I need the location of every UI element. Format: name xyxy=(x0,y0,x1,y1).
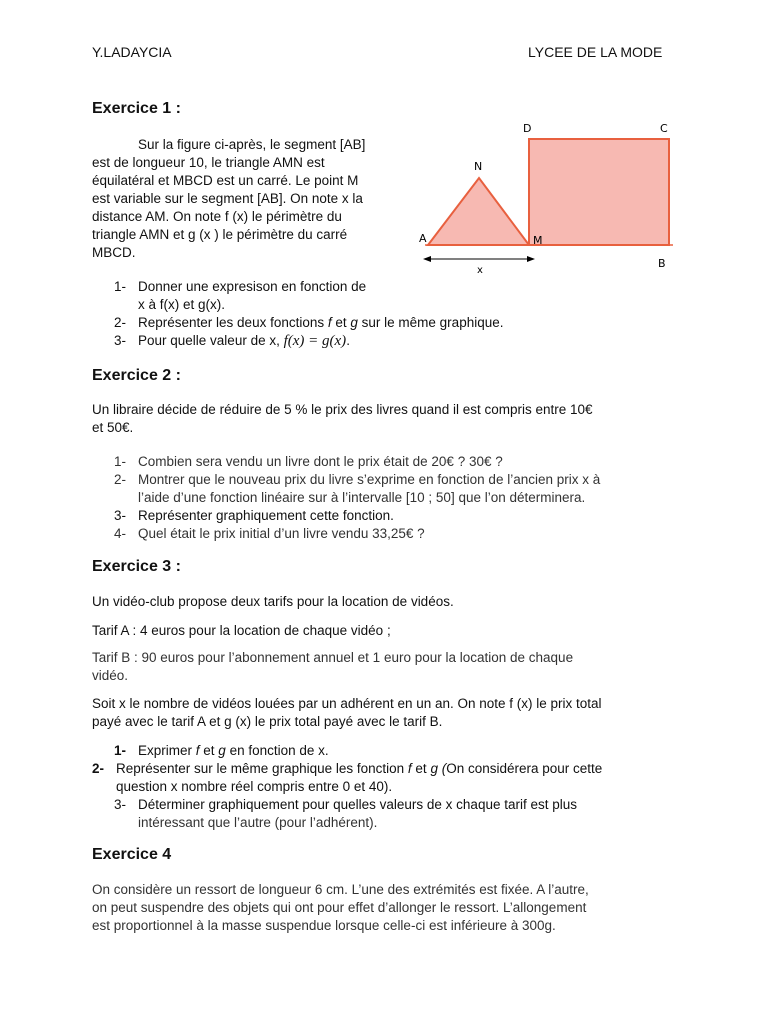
header-school: LYCEE DE LA MODE xyxy=(528,44,663,60)
item-number: 1- xyxy=(114,279,127,294)
list-item xyxy=(114,742,674,760)
label-a: A xyxy=(419,232,427,245)
exercise-4-title: Exercice 4 xyxy=(92,846,172,863)
text-line: Un libraire décide de réduire de 5 % le prix des livres quand il est compris entre 10€ xyxy=(92,402,593,417)
text-line: payé avec le tarif A et g (x) le prix total payé avec le tarif B. xyxy=(92,714,443,729)
item-text: On considérera pour cette xyxy=(446,761,603,776)
text-line: on peut suspendre des objets qui ont pour effet d’allonger le ressort. L’allongement xyxy=(92,900,587,915)
item-line: Combien sera vendu un livre dont le prix était de 20€ ? 30€ ? xyxy=(138,454,503,469)
text-line: et 50€. xyxy=(92,420,134,435)
item-line: Déterminer graphiquement pour quelles valeurs de x chaque tarif est plus xyxy=(138,797,577,812)
text-line: distance AM. On note f (x) le périmètre du xyxy=(92,209,342,224)
item-number: 4- xyxy=(114,526,127,541)
label-n: N xyxy=(474,160,483,173)
list-item xyxy=(92,760,692,796)
exercise-3-p1: Un vidéo-club propose deux tarifs pour la location de vidéos. xyxy=(92,594,454,609)
function-f: f xyxy=(327,315,332,330)
item-number: 1- xyxy=(114,454,127,469)
item-text: Représenter sur le même graphique les fonction xyxy=(116,761,408,776)
item-text: et xyxy=(199,743,219,758)
item-text: en fonction de x. xyxy=(225,743,329,758)
item-line: question x nombre réel compris entre 0 et 40). xyxy=(116,779,393,794)
label-m: M xyxy=(533,234,543,247)
list-item xyxy=(114,471,694,507)
label-x: x xyxy=(477,265,483,276)
item-text: sur le même graphique. xyxy=(357,315,504,330)
item-number: 2- xyxy=(114,472,127,487)
text-line: est proportionnel à la masse suspendue lorsque celle-ci est inférieure à 300g. xyxy=(92,918,556,933)
function-g: g xyxy=(218,743,226,758)
text-line: équilatéral et MBCD est un carré. Le point M xyxy=(92,173,359,188)
square-mbcd xyxy=(529,139,669,245)
item-number: 3- xyxy=(114,508,127,523)
arrow-head-right xyxy=(527,256,535,262)
item-number: 2- xyxy=(92,761,105,776)
list-item xyxy=(114,525,694,543)
list-item xyxy=(114,507,694,525)
list-item xyxy=(114,332,594,350)
label-c: C xyxy=(660,122,668,135)
text-line: On considère un ressort de longueur 6 cm. L’une des extrémités est fixée. A l’autre, xyxy=(92,882,589,897)
label-d: D xyxy=(523,122,532,135)
exercise-3-p3 xyxy=(92,649,712,685)
item-line: intéressant que l’autre (pour l’adhérent). xyxy=(138,815,378,830)
item-number: 2- xyxy=(114,315,127,330)
text-line: triangle AMN et g (x ) le périmètre du carré xyxy=(92,227,348,242)
item-text: et xyxy=(331,315,351,330)
exercise-2-text xyxy=(92,401,692,437)
text-line: est variable sur le segment [AB]. On note x la xyxy=(92,191,363,206)
label-b: B xyxy=(658,257,666,270)
item-text: Exprimer xyxy=(138,743,196,758)
text-line: MBCD. xyxy=(92,245,136,260)
item-number: 3- xyxy=(114,333,127,348)
function-g: g ( xyxy=(430,761,447,776)
text-line: Soit x le nombre de vidéos louées par un adhérent en un an. On note f (x) le prix total xyxy=(92,696,602,711)
exercise-3-p2: Tarif A : 4 euros pour la location de chaque vidéo ; xyxy=(92,623,391,638)
text-line: vidéo. xyxy=(92,668,129,683)
exercise-3-title: Exercice 3 : xyxy=(92,558,181,575)
item-line: l’aide d’une fonction linéaire sur à l’intervalle [10 ; 50] que l’on déterminera. xyxy=(138,490,586,505)
text-line: Sur la figure ci-après, le segment [AB] xyxy=(138,137,366,152)
item-number: 1- xyxy=(114,743,127,758)
exercise-2-title: Exercice 2 : xyxy=(92,367,181,384)
header-author: Y.LADAYCIA xyxy=(92,44,172,60)
list-item xyxy=(114,278,414,314)
item-number: 3- xyxy=(114,797,127,812)
exercise-1-text xyxy=(92,136,412,262)
triangle-amn xyxy=(428,178,529,245)
function-f: f xyxy=(195,743,200,758)
item-line: Représenter graphiquement cette fonction. xyxy=(138,508,394,523)
item-text: et xyxy=(411,761,431,776)
geometry-figure xyxy=(415,118,685,278)
text-line: Tarif B : 90 euros pour l’abonnement annuel et 1 euro pour la location de chaque xyxy=(92,650,574,665)
arrow-head-left xyxy=(423,256,431,262)
function-f: f xyxy=(407,761,412,776)
text-line: est de longueur 10, le triangle AMN est xyxy=(92,155,325,170)
item-line: Quel était le prix initial d’un livre vendu 33,25€ ? xyxy=(138,526,425,541)
equation: f(x) = g(x) xyxy=(283,333,347,349)
exercise-1-title: Exercice 1 : xyxy=(92,100,181,117)
list-item xyxy=(114,796,694,832)
item-text: Pour quelle valeur de x, xyxy=(138,333,284,348)
item-line: Donner une expresison en fonction de xyxy=(138,279,367,294)
exercise-4-text xyxy=(92,881,712,935)
item-line: Montrer que le nouveau prix du livre s’exprime en fonction de l’ancien prix x à xyxy=(138,472,601,487)
function-g: g xyxy=(350,315,358,330)
item-line: x à f(x) et g(x). xyxy=(138,297,226,312)
item-text: Représenter les deux fonctions xyxy=(138,315,328,330)
list-item xyxy=(114,314,594,332)
exercise-3-p4 xyxy=(92,695,712,731)
list-item xyxy=(114,453,694,471)
item-text: . xyxy=(346,333,350,348)
